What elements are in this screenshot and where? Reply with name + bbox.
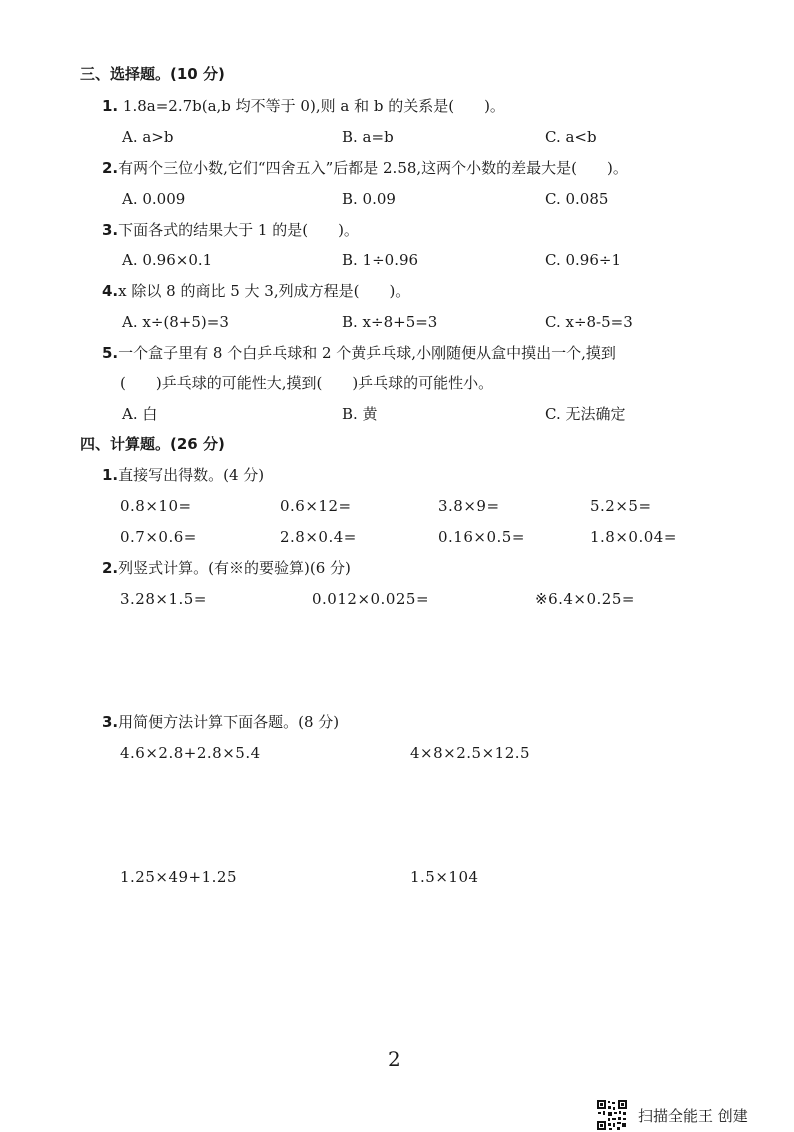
question-text: 列竖式计算。(有※的要验算)(6 分) xyxy=(118,559,351,577)
calc-item: 5.2×5= xyxy=(590,497,652,515)
option-c: C. a<b xyxy=(545,128,597,146)
question-text: 直接写出得数。(4 分) xyxy=(118,466,265,484)
calc-item: 4×8×2.5×12.5 xyxy=(410,744,531,762)
question-4-1 xyxy=(102,465,264,485)
option-b: B. x÷8+5=3 xyxy=(342,313,438,331)
option-a: A. 白 xyxy=(122,405,158,423)
calc-item: 1.8×0.04= xyxy=(590,528,677,546)
question-text: 下面各式的结果大于 1 的是( )。 xyxy=(118,221,359,239)
option-c: C. x÷8-5=3 xyxy=(545,313,633,331)
option-c: C. 0.96÷1 xyxy=(545,251,621,269)
option-a: A. 0.009 xyxy=(122,190,186,208)
question-text-line1: 一个盒子里有 8 个白乒乓球和 2 个黄乒乓球,小刚随便从盒中摸出一个,摸到 xyxy=(118,344,616,362)
calc-item: 3.28×1.5= xyxy=(120,590,207,608)
option-a: A. x÷(8+5)=3 xyxy=(122,313,229,331)
footer-text: 扫描全能王 创建 xyxy=(638,1106,748,1125)
question-4-3 xyxy=(102,712,339,732)
option-c: C. 无法确定 xyxy=(545,405,626,423)
calc-item: 1.25×49+1.25 xyxy=(120,868,238,886)
calc-item: 0.7×0.6= xyxy=(120,528,197,546)
question-number: 2. xyxy=(102,559,119,577)
question-number: 1. xyxy=(102,466,119,484)
question-number: 1. xyxy=(102,97,119,115)
question-3-1 xyxy=(102,96,505,116)
question-text-line2: ( )乒乓球的可能性大,摸到( )乒乓球的可能性小。 xyxy=(120,374,494,392)
question-number: 2. xyxy=(102,159,119,177)
option-b: B. 1÷0.96 xyxy=(342,251,419,269)
calc-item: 0.16×0.5= xyxy=(438,528,525,546)
scanner-footer xyxy=(596,1098,748,1132)
option-c: C. 0.085 xyxy=(545,190,609,208)
question-text: 用简便方法计算下面各题。(8 分) xyxy=(118,713,340,731)
question-text: 有两个三位小数,它们“四舍五入”后都是 2.58,这两个小数的差最大是( )。 xyxy=(118,159,628,177)
question-text: x 除以 8 的商比 5 大 3,列成方程是( )。 xyxy=(118,282,411,300)
calc-item: 0.8×10= xyxy=(120,497,192,515)
question-3-2 xyxy=(102,158,628,178)
section-3-title: 三、选择题。(10 分) xyxy=(80,65,225,83)
question-number: 4. xyxy=(102,282,119,300)
calc-item: ※6.4×0.25= xyxy=(535,590,635,608)
calc-item: 0.6×12= xyxy=(280,497,352,515)
page-number: 2 xyxy=(388,1047,401,1071)
option-b: B. 黄 xyxy=(342,405,378,423)
question-3-4 xyxy=(102,281,410,301)
question-4-2 xyxy=(102,558,351,578)
question-number: 5. xyxy=(102,344,119,362)
option-b: B. a=b xyxy=(342,128,394,146)
option-a: A. a>b xyxy=(122,128,174,146)
question-text: 1.8a=2.7b(a,b 均不等于 0),则 a 和 b 的关系是( )。 xyxy=(118,97,505,115)
section-4-title: 四、计算题。(26 分) xyxy=(80,435,225,453)
question-number: 3. xyxy=(102,713,119,731)
calc-item: 1.5×104 xyxy=(410,868,479,886)
option-b: B. 0.09 xyxy=(342,190,396,208)
question-3-3 xyxy=(102,220,359,240)
calc-item: 2.8×0.4= xyxy=(280,528,357,546)
option-a: A. 0.96×0.1 xyxy=(122,251,213,269)
calc-item: 0.012×0.025= xyxy=(312,590,430,608)
question-number: 3. xyxy=(102,221,119,239)
calc-item: 4.6×2.8+2.8×5.4 xyxy=(120,744,261,762)
calc-item: 3.8×9= xyxy=(438,497,500,515)
question-3-5 xyxy=(102,343,616,363)
qr-code-icon xyxy=(596,1099,628,1131)
